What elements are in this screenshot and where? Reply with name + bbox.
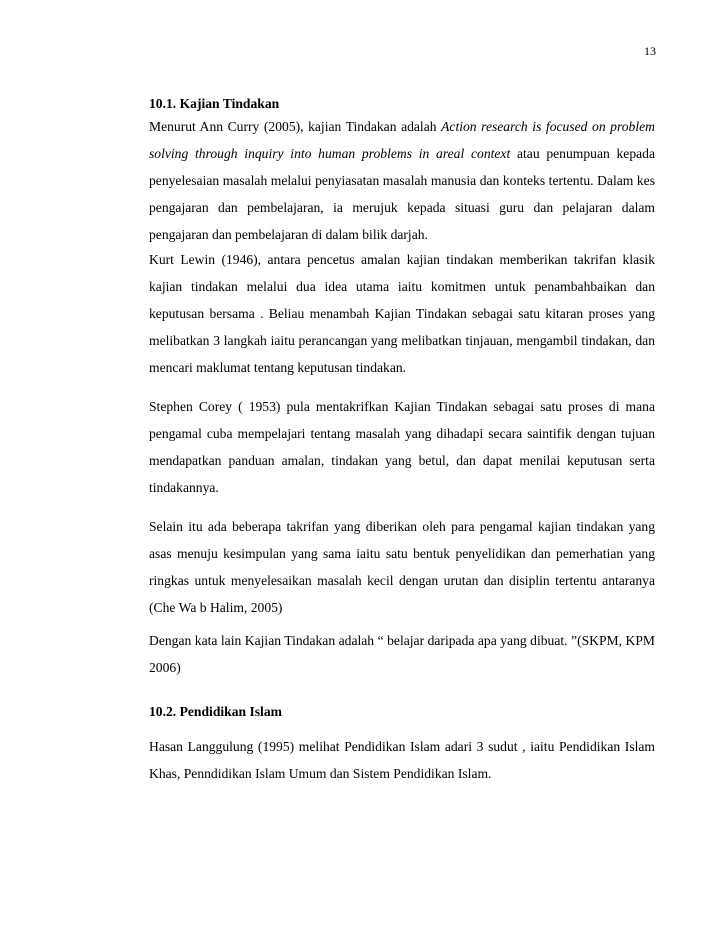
paragraph-text: Menurut Ann Curry (2005), kajian Tindakan adalah xyxy=(149,119,442,134)
paragraph-kurt-lewin: Kurt Lewin (1946), antara pencetus amalan kajian tindakan memberikan takrifan klasik kajian tindakan melalui dua idea utama iaitu komitmen untuk penambahbaikan dan keputusan bersama . Beliau menambah Kajian Tindakan sebagai satu kitaran proses yang melibatkan 3 langkah iaitu perancangan yang melibatkan tinjauan, mengambil tindakan, dan mencari maklumat tentang keputusan tindakan. xyxy=(149,252,655,375)
paragraph-dengan-kata-lain: Dengan kata lain Kajian Tindakan adalah “ belajar daripada apa yang dibuat. ”(SKPM, KPM 2006) xyxy=(149,633,655,675)
paragraph-takrifan: Selain itu ada beberapa takrifan yang diberikan oleh para pengamal kajian tindakan yang asas menuju kesimpulan yang sama iaitu satu bentuk penyelidikan dan pemerhatian yang ringkas untuk menyelesaikan masalah kecil dengan urutan dan disiplin tertentu antaranya (Che Wa b Halim, 2005) xyxy=(149,519,655,615)
section-heading-pendidikan-islam: 10.2. Pendidikan Islam xyxy=(149,704,282,719)
paragraph-italic-quote: Action research is focused on problem solving through inquiry into human problems in areal context xyxy=(149,119,655,161)
page-number: 13 xyxy=(644,44,656,58)
paragraph-stephen-corey: Stephen Corey ( 1953) pula mentakrifkan Kajian Tindakan sebagai satu proses di mana pengamal cuba mempelajari tentang masalah yang dihadapi secara saintifik dengan tujuan mendapatkan panduan amalan, tindakan yang betul, dan dapat menilai keputusan serta tindakannya. xyxy=(149,399,655,495)
paragraph-hasan-langgulung: Hasan Langgulung (1995) melihat Pendidikan Islam adari 3 sudut , iaitu Pendidikan Islam Khas, Penndidikan Islam Umum dan Sistem Pendidikan Islam. xyxy=(149,739,655,781)
section-heading-kajian-tindakan: 10.1. Kajian Tindakan xyxy=(149,96,280,111)
paragraph-text: atau penumpuan kepada penyelesaian masalah melalui penyiasatan masalah manusia dan konteks tertentu. Dalam kes pengajaran dan pembelajaran, ia merujuk kepada situasi guru dan pelajaran dalam pengajaran dan pembelajaran di dalam bilik darjah. xyxy=(149,146,655,242)
paragraph-ann-curry xyxy=(149,113,655,248)
document-body xyxy=(149,95,655,787)
